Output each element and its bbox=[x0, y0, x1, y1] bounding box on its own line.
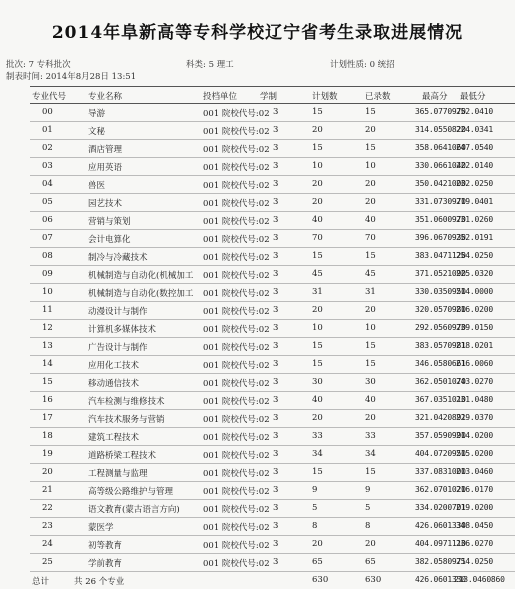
row-max: 404.0971110 bbox=[415, 539, 466, 548]
row-name: 计算机多媒体技术 bbox=[88, 325, 157, 335]
row-years: 3 bbox=[273, 431, 279, 441]
row-unit: 001 院校代号:02 bbox=[203, 361, 270, 371]
row-years: 3 bbox=[273, 305, 279, 315]
row-min: 243.0270 bbox=[456, 377, 493, 386]
row-min: 232.0250 bbox=[456, 179, 493, 188]
row-max: 331.0730970 bbox=[415, 197, 466, 206]
row-years: 3 bbox=[273, 341, 279, 351]
row-admitted: 20 bbox=[365, 539, 376, 549]
row-code: 03 bbox=[42, 161, 53, 171]
row-name: 汽车检测与维修技术 bbox=[88, 397, 165, 407]
row-name: 建筑工程技术 bbox=[88, 433, 140, 443]
header-code: 专业代号 bbox=[32, 92, 67, 102]
row-max: 330.0350950 bbox=[415, 287, 466, 296]
row-unit: 001 院校代号:02 bbox=[203, 145, 270, 155]
row-name: 文秘 bbox=[88, 127, 106, 137]
row-name: 道路桥梁工程技术 bbox=[88, 451, 157, 461]
table-row bbox=[30, 464, 515, 482]
row-plan: 31 bbox=[312, 287, 323, 297]
row-code: 15 bbox=[42, 377, 53, 387]
row-unit: 001 院校代号:02 bbox=[203, 487, 270, 497]
row-admitted: 20 bbox=[365, 125, 376, 135]
row-name: 导游 bbox=[88, 109, 106, 119]
row-admitted: 65 bbox=[365, 557, 376, 567]
row-name: 初等教育 bbox=[88, 541, 123, 551]
row-max: 321.0420891 bbox=[415, 413, 466, 422]
row-max: 362.0501070 bbox=[415, 377, 466, 386]
row-code: 02 bbox=[42, 143, 53, 153]
row-code: 06 bbox=[42, 215, 53, 225]
row-admitted: 40 bbox=[365, 395, 376, 405]
row-code: 10 bbox=[42, 287, 53, 297]
row-plan: 40 bbox=[312, 215, 323, 225]
row-max: 330.0661040 bbox=[415, 161, 466, 170]
row-plan: 20 bbox=[312, 305, 323, 315]
table-time-label: 制表时间: 2014年8月28日 13:51 bbox=[6, 72, 137, 82]
row-name: 制冷与冷藏技术 bbox=[88, 253, 148, 263]
row-admitted: 5 bbox=[365, 503, 371, 513]
row-min: 229.0370 bbox=[456, 413, 493, 422]
row-unit: 001 院校代号:02 bbox=[203, 379, 270, 389]
row-code: 14 bbox=[42, 359, 53, 369]
row-max: 367.0351010 bbox=[415, 395, 466, 404]
table-row bbox=[30, 536, 515, 554]
row-years: 3 bbox=[273, 161, 279, 171]
row-unit: 001 院校代号:02 bbox=[203, 397, 270, 407]
row-min: 252.0191 bbox=[456, 233, 493, 242]
row-name: 酒店管理 bbox=[88, 145, 123, 155]
row-admitted: 30 bbox=[365, 377, 376, 387]
row-name: 机械制造与自动化(机械加工 bbox=[88, 271, 194, 281]
row-name: 蒙医学 bbox=[88, 523, 114, 533]
row-max: 382.0580971 bbox=[415, 557, 466, 566]
row-unit: 001 院校代号:02 bbox=[203, 271, 270, 281]
row-code: 16 bbox=[42, 395, 53, 405]
row-years: 3 bbox=[273, 233, 279, 243]
row-code: 04 bbox=[42, 179, 53, 189]
header-min: 最低分 bbox=[460, 92, 486, 102]
row-admitted: 45 bbox=[365, 269, 376, 279]
table-row bbox=[30, 122, 515, 140]
table-row bbox=[30, 356, 515, 374]
table-header bbox=[30, 87, 515, 104]
row-name: 语文教育(蒙古语言方向) bbox=[88, 505, 180, 515]
row-unit: 001 院校代号:02 bbox=[203, 451, 270, 461]
row-name: 园艺技术 bbox=[88, 199, 123, 209]
row-name: 工程测量与监理 bbox=[88, 469, 148, 479]
row-admitted: 15 bbox=[365, 143, 376, 153]
row-years: 3 bbox=[273, 413, 279, 423]
row-max: 292.0560970 bbox=[415, 323, 466, 332]
row-unit: 001 院校代号:02 bbox=[203, 199, 270, 209]
row-plan: 20 bbox=[312, 125, 323, 135]
row-min: 247.0540 bbox=[456, 143, 493, 152]
row-unit: 001 院校代号:02 bbox=[203, 109, 270, 119]
row-years: 3 bbox=[273, 197, 279, 207]
row-plan: 33 bbox=[312, 431, 323, 441]
row-min: 214.0000 bbox=[456, 287, 493, 296]
row-unit: 001 院校代号:02 bbox=[203, 505, 270, 515]
row-admitted: 9 bbox=[365, 485, 371, 495]
row-code: 21 bbox=[42, 485, 53, 495]
table-row bbox=[30, 140, 515, 158]
table-row bbox=[30, 392, 515, 410]
row-code: 05 bbox=[42, 197, 53, 207]
row-years: 3 bbox=[273, 557, 279, 567]
total-count: 共 26 个专业 bbox=[74, 577, 125, 587]
row-plan: 15 bbox=[312, 341, 323, 351]
row-unit: 001 院校代号:02 bbox=[203, 181, 270, 191]
row-max: 383.0570981 bbox=[415, 341, 466, 350]
row-plan: 30 bbox=[312, 377, 323, 387]
row-years: 3 bbox=[273, 143, 279, 153]
row-years: 3 bbox=[273, 521, 279, 531]
row-max: 320.0570980 bbox=[415, 305, 466, 314]
row-plan: 20 bbox=[312, 539, 323, 549]
row-code: 18 bbox=[42, 431, 53, 441]
row-code: 12 bbox=[42, 323, 53, 333]
total-min: 213.0460860 bbox=[454, 575, 505, 584]
total-plan: 630 bbox=[312, 575, 329, 585]
row-max: 426.0601330 bbox=[415, 521, 466, 530]
row-max: 351.0600970 bbox=[415, 215, 466, 224]
page-title: 2014年阜新高等专科学校辽宁省考生录取进展情况 bbox=[51, 23, 464, 43]
row-name: 移动通信技术 bbox=[88, 379, 140, 389]
row-code: 20 bbox=[42, 467, 53, 477]
total-row bbox=[30, 572, 515, 589]
row-plan: 45 bbox=[312, 269, 323, 279]
row-max: 358.0641060 bbox=[415, 143, 466, 152]
batch-label: 批次: 7 专科批次 bbox=[6, 60, 71, 70]
row-admitted: 20 bbox=[365, 413, 376, 423]
row-min: 231.0480 bbox=[456, 395, 493, 404]
row-min: 252.0410 bbox=[456, 107, 493, 116]
row-name: 动漫设计与制作 bbox=[88, 307, 148, 317]
row-min: 225.0320 bbox=[456, 269, 493, 278]
row-years: 3 bbox=[273, 251, 279, 261]
row-min: 216.0060 bbox=[456, 359, 493, 368]
row-years: 3 bbox=[273, 107, 279, 117]
table-row bbox=[30, 428, 515, 446]
row-years: 3 bbox=[273, 539, 279, 549]
table-row bbox=[30, 374, 515, 392]
table-row bbox=[30, 554, 515, 572]
table-row bbox=[30, 230, 515, 248]
row-name: 机械制造与自动化(数控加工 bbox=[88, 289, 194, 299]
row-plan: 15 bbox=[312, 467, 323, 477]
total-admitted: 630 bbox=[365, 575, 382, 585]
table-row bbox=[30, 212, 515, 230]
row-unit: 001 院校代号:02 bbox=[203, 325, 270, 335]
table-row bbox=[30, 410, 515, 428]
row-unit: 001 院校代号:02 bbox=[203, 163, 270, 173]
table-row bbox=[30, 518, 515, 536]
table-row bbox=[30, 338, 515, 356]
row-max: 383.0471120 bbox=[415, 251, 466, 260]
table-row bbox=[30, 320, 515, 338]
row-min: 224.0341 bbox=[456, 125, 493, 134]
row-max: 362.0701020 bbox=[415, 485, 466, 494]
header-plan: 计划数 bbox=[312, 92, 338, 102]
row-admitted: 8 bbox=[365, 521, 371, 531]
row-admitted: 20 bbox=[365, 179, 376, 189]
header-max: 最高分 bbox=[422, 92, 448, 102]
row-plan: 15 bbox=[312, 143, 323, 153]
row-unit: 001 院校代号:02 bbox=[203, 127, 270, 137]
row-code: 22 bbox=[42, 503, 53, 513]
row-code: 01 bbox=[42, 125, 53, 135]
row-name: 汽车技术服务与营销 bbox=[88, 415, 165, 425]
table-row bbox=[30, 482, 515, 500]
row-code: 25 bbox=[42, 557, 53, 567]
row-max: 346.0580661 bbox=[415, 359, 466, 368]
row-name: 会计电算化 bbox=[88, 235, 131, 245]
row-unit: 001 院校代号:02 bbox=[203, 217, 270, 227]
table-row bbox=[30, 158, 515, 176]
row-plan: 20 bbox=[312, 179, 323, 189]
row-admitted: 15 bbox=[365, 341, 376, 351]
row-unit: 001 院校代号:02 bbox=[203, 469, 270, 479]
row-plan: 15 bbox=[312, 107, 323, 117]
row-admitted: 70 bbox=[365, 233, 376, 243]
row-years: 3 bbox=[273, 125, 279, 135]
row-min: 219.0401 bbox=[456, 197, 493, 206]
row-name: 学前教育 bbox=[88, 559, 123, 569]
plan-type-label: 计划性质: 0 统招 bbox=[330, 60, 395, 70]
row-min: 239.0150 bbox=[456, 323, 493, 332]
row-years: 3 bbox=[273, 215, 279, 225]
row-max: 350.0421000 bbox=[415, 179, 466, 188]
row-plan: 34 bbox=[312, 449, 323, 459]
row-name: 广告设计与制作 bbox=[88, 343, 148, 353]
row-max: 365.0770970 bbox=[415, 107, 466, 116]
row-admitted: 34 bbox=[365, 449, 376, 459]
row-code: 08 bbox=[42, 251, 53, 261]
row-years: 3 bbox=[273, 269, 279, 279]
table-row bbox=[30, 176, 515, 194]
row-min: 216.0170 bbox=[456, 485, 493, 494]
table-row bbox=[30, 266, 515, 284]
row-code: 19 bbox=[42, 449, 53, 459]
row-years: 3 bbox=[273, 287, 279, 297]
row-unit: 001 院校代号:02 bbox=[203, 253, 270, 263]
row-admitted: 33 bbox=[365, 431, 376, 441]
row-name: 高等级公路维护与管理 bbox=[88, 487, 174, 497]
row-plan: 70 bbox=[312, 233, 323, 243]
row-code: 17 bbox=[42, 413, 53, 423]
table-row bbox=[30, 302, 515, 320]
row-admitted: 20 bbox=[365, 197, 376, 207]
row-admitted: 15 bbox=[365, 467, 376, 477]
row-min: 236.0270 bbox=[456, 539, 493, 548]
row-code: 13 bbox=[42, 341, 53, 351]
row-plan: 15 bbox=[312, 251, 323, 261]
row-admitted: 31 bbox=[365, 287, 376, 297]
row-years: 3 bbox=[273, 377, 279, 387]
row-plan: 5 bbox=[312, 503, 318, 513]
row-code: 09 bbox=[42, 269, 53, 279]
row-min: 222.0140 bbox=[456, 161, 493, 170]
row-unit: 001 院校代号:02 bbox=[203, 523, 270, 533]
header-name: 专业名称 bbox=[88, 92, 123, 102]
row-plan: 20 bbox=[312, 413, 323, 423]
row-admitted: 10 bbox=[365, 323, 376, 333]
row-max: 404.0720950 bbox=[415, 449, 466, 458]
total-label: 总计 bbox=[32, 577, 50, 587]
table-row bbox=[30, 248, 515, 266]
row-min: 215.0200 bbox=[456, 449, 493, 458]
row-min: 218.0201 bbox=[456, 341, 493, 350]
row-admitted: 40 bbox=[365, 215, 376, 225]
header-admitted: 已录数 bbox=[365, 92, 391, 102]
header-years: 学制 bbox=[260, 92, 278, 102]
row-plan: 65 bbox=[312, 557, 323, 567]
row-min: 213.0460 bbox=[456, 467, 493, 476]
row-admitted: 15 bbox=[365, 251, 376, 261]
row-code: 11 bbox=[42, 305, 53, 315]
row-name: 兽医 bbox=[88, 181, 106, 191]
row-min: 254.0250 bbox=[456, 251, 493, 260]
row-plan: 9 bbox=[312, 485, 318, 495]
table-row bbox=[30, 194, 515, 212]
table-row bbox=[30, 104, 515, 122]
header-unit: 投档单位 bbox=[203, 92, 238, 102]
row-years: 3 bbox=[273, 503, 279, 513]
row-code: 00 bbox=[42, 107, 53, 117]
row-plan: 40 bbox=[312, 395, 323, 405]
row-plan: 10 bbox=[312, 323, 323, 333]
row-code: 23 bbox=[42, 521, 53, 531]
table-row bbox=[30, 284, 515, 302]
row-max: 357.0590990 bbox=[415, 431, 466, 440]
row-years: 3 bbox=[273, 323, 279, 333]
row-years: 3 bbox=[273, 179, 279, 189]
row-years: 3 bbox=[273, 467, 279, 477]
row-admitted: 10 bbox=[365, 161, 376, 171]
row-unit: 001 院校代号:02 bbox=[203, 235, 270, 245]
row-plan: 15 bbox=[312, 359, 323, 369]
row-min: 231.0260 bbox=[456, 215, 493, 224]
row-max: 371.0521090 bbox=[415, 269, 466, 278]
subject-label: 科类: 5 理工 bbox=[186, 60, 234, 70]
row-admitted: 20 bbox=[365, 305, 376, 315]
row-name: 应用英语 bbox=[88, 163, 123, 173]
row-plan: 20 bbox=[312, 197, 323, 207]
row-max: 314.0550820 bbox=[415, 125, 466, 134]
row-plan: 8 bbox=[312, 521, 318, 531]
table-row bbox=[30, 446, 515, 464]
row-years: 3 bbox=[273, 485, 279, 495]
row-unit: 001 院校代号:02 bbox=[203, 433, 270, 443]
admission-table bbox=[30, 86, 515, 589]
row-years: 3 bbox=[273, 449, 279, 459]
row-max: 337.0831000 bbox=[415, 467, 466, 476]
row-min: 219.0200 bbox=[456, 503, 493, 512]
total-max: 426.0601330 bbox=[415, 575, 466, 584]
row-min: 254.0250 bbox=[456, 557, 493, 566]
row-code: 24 bbox=[42, 539, 53, 549]
row-plan: 10 bbox=[312, 161, 323, 171]
row-min: 214.0200 bbox=[456, 431, 493, 440]
row-unit: 001 院校代号:02 bbox=[203, 307, 270, 317]
row-code: 07 bbox=[42, 233, 53, 243]
row-max: 334.0200701 bbox=[415, 503, 466, 512]
row-unit: 001 院校代号:02 bbox=[203, 343, 270, 353]
row-min: 216.0200 bbox=[456, 305, 493, 314]
row-years: 3 bbox=[273, 395, 279, 405]
row-admitted: 15 bbox=[365, 107, 376, 117]
row-min: 348.0450 bbox=[456, 521, 493, 530]
row-admitted: 15 bbox=[365, 359, 376, 369]
row-name: 营销与策划 bbox=[88, 217, 131, 227]
row-unit: 001 院校代号:02 bbox=[203, 541, 270, 551]
row-unit: 001 院校代号:02 bbox=[203, 559, 270, 569]
table-row bbox=[30, 500, 515, 518]
row-unit: 001 院校代号:02 bbox=[203, 289, 270, 299]
row-unit: 001 院校代号:02 bbox=[203, 415, 270, 425]
row-years: 3 bbox=[273, 359, 279, 369]
row-name: 应用化工技术 bbox=[88, 361, 140, 371]
row-max: 396.0670930 bbox=[415, 233, 466, 242]
